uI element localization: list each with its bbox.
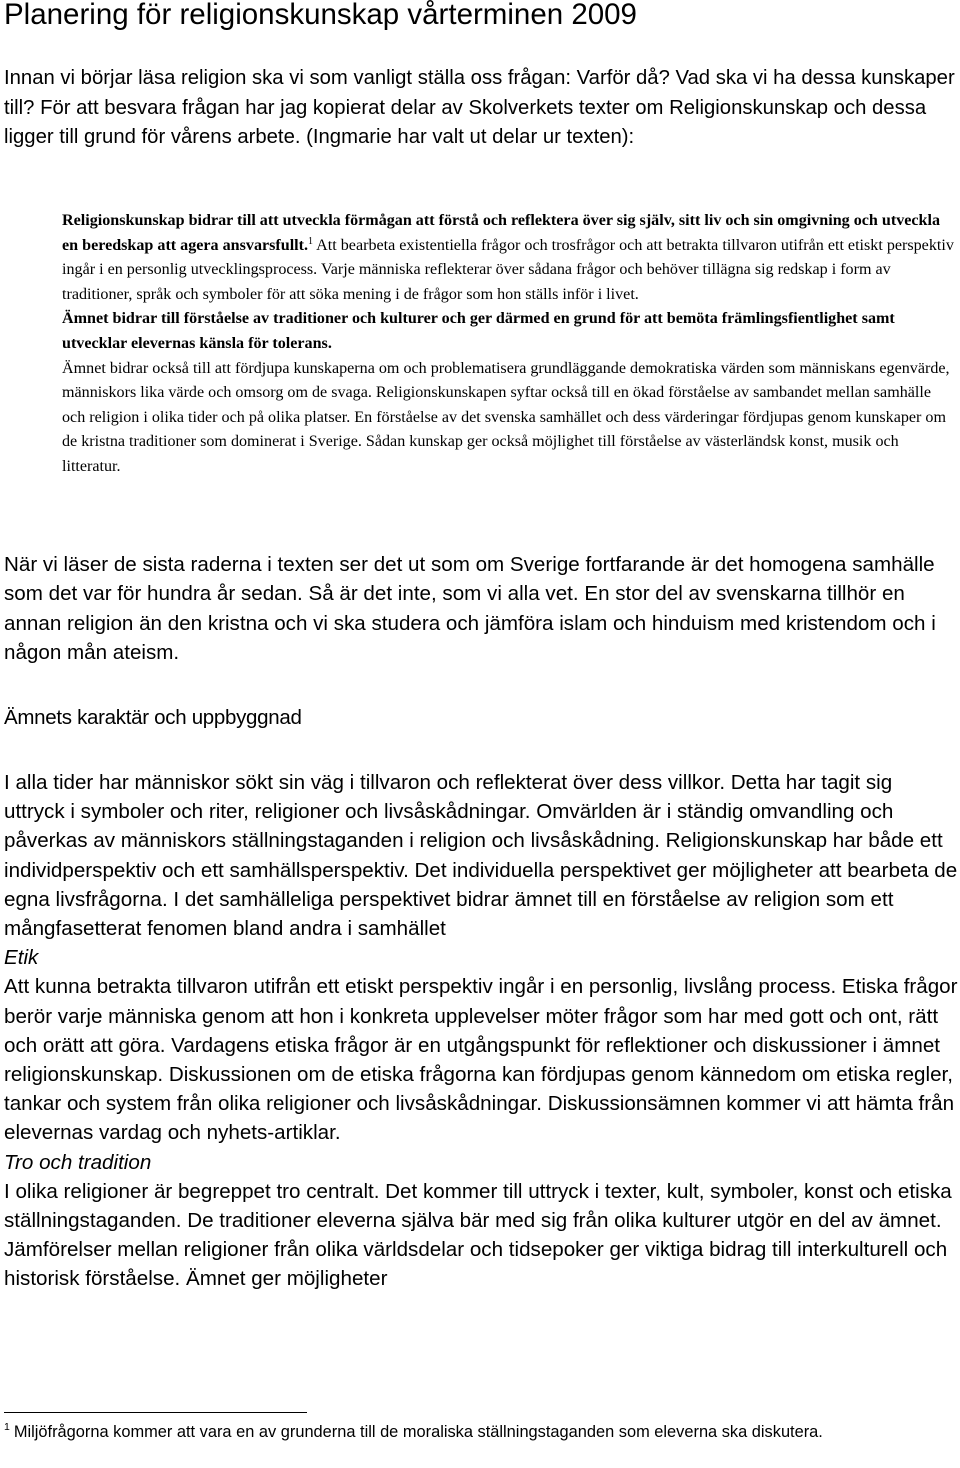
footnote-reference: 1 — [308, 235, 314, 247]
quote-text: Att bearbeta existentiella frågor och trosfrågor och att betrakta tillvaron utifrån ett etiskt perspektiv ingår i en personlig utvecklingsprocess. Varje människa reflekterar över sådana frågor och behöver tillägna sig redskap i form av traditioner, språk och symboler för att söka mening i de frågor som hon ställs inför i livet. — [62, 236, 954, 303]
tro-paragraph: I olika religioner är begreppet tro centralt. Det kommer till uttryck i texter, kult, symboler, konst och etiska ställningstaganden. De traditioner eleverna själva bär med sig från olika kulturer utgör en del av ämnet. Jämförelser mellan religioner från olika världsdelar och tidsepoker ger viktiga bidrag till interkulturell och historisk förståelse. Ämnet ger möjligheter — [4, 1179, 952, 1291]
section-paragraph: I alla tider har människor sökt sin väg i tillvaron och reflekterat över dess villkor. Detta har tagit sig uttryck i symboler och riter, religioner och livsåskådningar. Omvärlden är i ständig omvandling och påverkas av människors ställningstaganden i religion och livsåskådning. Religionskunskap har både ett individperspektiv och ett samhällsperspektiv. Det individuella perspektivet ger möjligheter att bearbeta de egna livsfrågorna. I det samhälleliga perspektivet bidrar ämnet till en förståelse av religion som ett mångfasetterat fenomen bland andra i samhället — [4, 771, 958, 941]
etik-paragraph: Att kunna betrakta tillvaron utifrån ett etiskt perspektiv ingår i en personlig, livslång process. Etiska frågor berör varje människa genom att hon i konkreta upplevelser möter frågor som har med gott och ont, rätt och orätt att göra. Vardagens etiska frågor är en utgångspunkt för reflektioner och diskussioner i ämnet religionskunskap. Diskussionen om de etiska frågorna kan fördjupas genom kännedom om etiska regler, tankar och system från olika religioner och livsåskådningar. Diskussionsämnen kommer vi att hämta från elevernas vardag och nyhets-artiklar. — [4, 975, 958, 1145]
footnote-text: Miljöfrågorna kommer att vara en av grunderna till de moraliska ställningstaganden som eleverna ska diskutera. — [13, 1423, 823, 1441]
footnote — [4, 1420, 934, 1444]
quote-text: Ämnet bidrar också till att fördjupa kunskaperna om och problematisera grundläggande demokratiska värden som människans egenvärde, människors lika värde och omsorg om de svaga. Religionskunskapen syftar också till en ökad förståelse av sambandet mellan samhälle och religion i olika tider och på olika platser. En förståelse av det svenska samhället och dess värderingar fördjupas genom kunskaper om de kristna traditioner som dominerat i Sverige. Sådan kunskap ger också möjlighet till förståelse av västerländsk konst, musik och litteratur. — [62, 359, 950, 475]
quote-bold-statement: Ämnet bidrar till förståelse av traditioner och kulturer och ger därmed en grund för att bemöta främlingsfientlighet samt utvecklar elevernas känsla för tolerans. — [62, 310, 895, 352]
reflection-paragraph: När vi läser de sista raderna i texten ser det ut som om Sverige fortfarande är det homogena samhälle som det var för hundra år sedan. Så är det inte, som vi alla vet. En stor del av svenskarna tillhör en annan religion än den kristna och vi ska studera och jämföra islam och hinduism med kristendom och i någon mån ateism. — [4, 553, 936, 664]
section-body — [4, 768, 958, 1294]
subheading-tro-och-tradition: Tro och tradition — [4, 1150, 152, 1174]
subheading-etik: Etik — [4, 946, 39, 970]
intro-paragraph: Innan vi börjar läsa religion ska vi som vanligt ställa oss frågan: Varför då? Vad ska vi ha dessa kunskaper till? För att besvara frågan har jag kopierat delar av Skolverkets texter om Religionskunskap och dessa ligger till grund för vårens arbete. (Ingmarie har valt ut delar ur texten): — [4, 67, 955, 148]
quote-bold-statement: Religionskunskap bidrar till att utveckla förmågan att förstå och reflektera över sig själv, sitt liv och sin omgivning och utveckla en beredskap att agera ansvarsfullt. — [62, 212, 940, 254]
footnote-marker: 1 — [4, 1421, 10, 1433]
document-title: Planering för religionskunskap vårterminen 2009 — [4, 0, 637, 31]
footnote-separator — [4, 1412, 307, 1413]
curriculum-quote — [62, 209, 958, 480]
section-heading: Ämnets karaktär och uppbyggnad — [4, 706, 302, 729]
